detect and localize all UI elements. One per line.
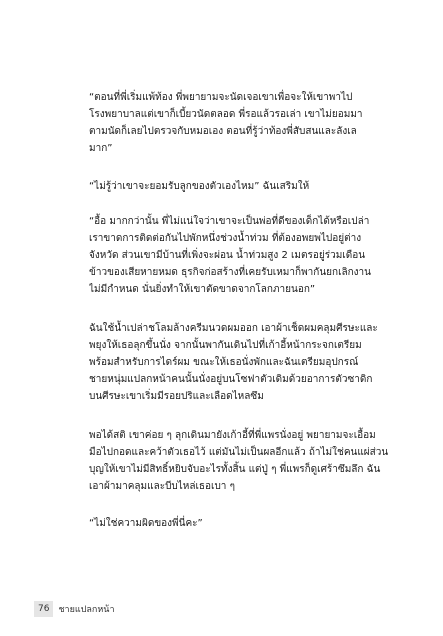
paragraph-6: [89, 515, 393, 532]
paragraph-5: [89, 427, 393, 495]
paragraph-3: [89, 213, 393, 298]
page-footer: [34, 600, 115, 618]
text-line: “ไม่ใช่ความผิดของพี่นี่คะ”: [89, 518, 203, 529]
text-line: พอได้สติ เขาค่อย ๆ ลุกเดินมายังเก้าอี้ที่พี่แพรนั่งอยู่ พยายามจะเอื้อม: [89, 430, 376, 441]
text-line: พร้อมสำหรับการไดร์ผม ขณะให้เธอนั่งพักและฉันเตรียมอุปกรณ์: [89, 357, 359, 368]
text-line: ชายหนุ่มแปลกหน้าคนนั้นนั่งอยู่บนโซฟาตัวเดิมด้วยอาการตัวซาดิก: [89, 374, 373, 385]
text-line: โรงพยาบาลแต่เขาก็เบี้ยวนัดตลอด พี่รอแล้วรอเล่า เขาไม่ยอมมา: [89, 109, 363, 120]
running-title: ชายแปลกหน้า: [58, 605, 115, 615]
text-line: บุญให้เขาไม่มีสิทธิ์หยิบจับอะไรทั้งสิ้น แต่ปู่ ๆ พี่แพรก็ดูเศร้าซึมลึก ฉัน: [89, 464, 381, 475]
text-line: ข้าวของเสียหายหมด ธุรกิจก่อสร้างที่เคยรับเหมาก็พากันยกเลิกงาน: [89, 267, 372, 278]
text-line: ตามนัดก็เลยไปตรวจกับหมอเอง ตอนที่รู้ว่าท้องพี่สับสนและลังเล: [89, 126, 357, 137]
text-line: พยุงให้เธอลุกขึ้นนั่ง จากนั้นพากันเดินไปที่เก้าอี้หน้ากระจกเตรียม: [89, 340, 362, 351]
text-line: เอาผ้ามาคลุมและบีบไหล่เธอเบา ๆ: [89, 481, 235, 492]
text-line: ฉันใช้น้ำเปล่าชโลมล้างครีมนวดผมออก เอาผ้าเช็ดผมคลุมศีรษะและ: [89, 323, 378, 334]
paragraph-2: [89, 178, 393, 195]
text-line: มาก”: [89, 143, 113, 154]
text-line: “ไม่รู้ว่าเขาจะยอมรับลูกของตัวเองไหม” ฉันเสริมให้: [89, 181, 310, 192]
page-number: 76: [34, 601, 53, 617]
paragraph-4: [89, 320, 393, 405]
text-line: บนศีรษะเขาเริ่มมีรอยปริและเลือดไหลซึม: [89, 391, 264, 402]
text-line: มือไปกอดและคว้าตัวเธอไว้ แต่มันไม่เป็นผลอีกแล้ว ถ้าไม่ใช่คนแผ่ส่วน: [89, 447, 389, 458]
text-line: จังหวัด ส่วนเขามีบ้านที่เพิ่งจะผ่อน น้ำท่วมสูง 2 เมตรอยู่ร่วมเดือน: [89, 250, 366, 261]
paragraph-1: [89, 89, 393, 157]
text-line: “ตอนที่พี่เริ่มแพ้ท้อง พี่พยายามจะนัดเจอเขาเพื่อจะให้เขาพาไป: [89, 92, 353, 103]
text-line: “อื้อ มากกว่านั้น พี่ไม่แน่ใจว่าเขาจะเป็นพ่อที่ดีของเด็กได้หรือเปล่า: [89, 216, 370, 227]
text-line: ไม่มีกำหนด นั่นยิ่งทำให้เขาตัดขาดจากโลกภายนอก”: [89, 284, 316, 295]
text-line: เราขาดการติดต่อกันไปพักหนึ่งช่วงน้ำท่วม ที่ต้องอพยพไปอยู่ต่าง: [89, 233, 362, 244]
